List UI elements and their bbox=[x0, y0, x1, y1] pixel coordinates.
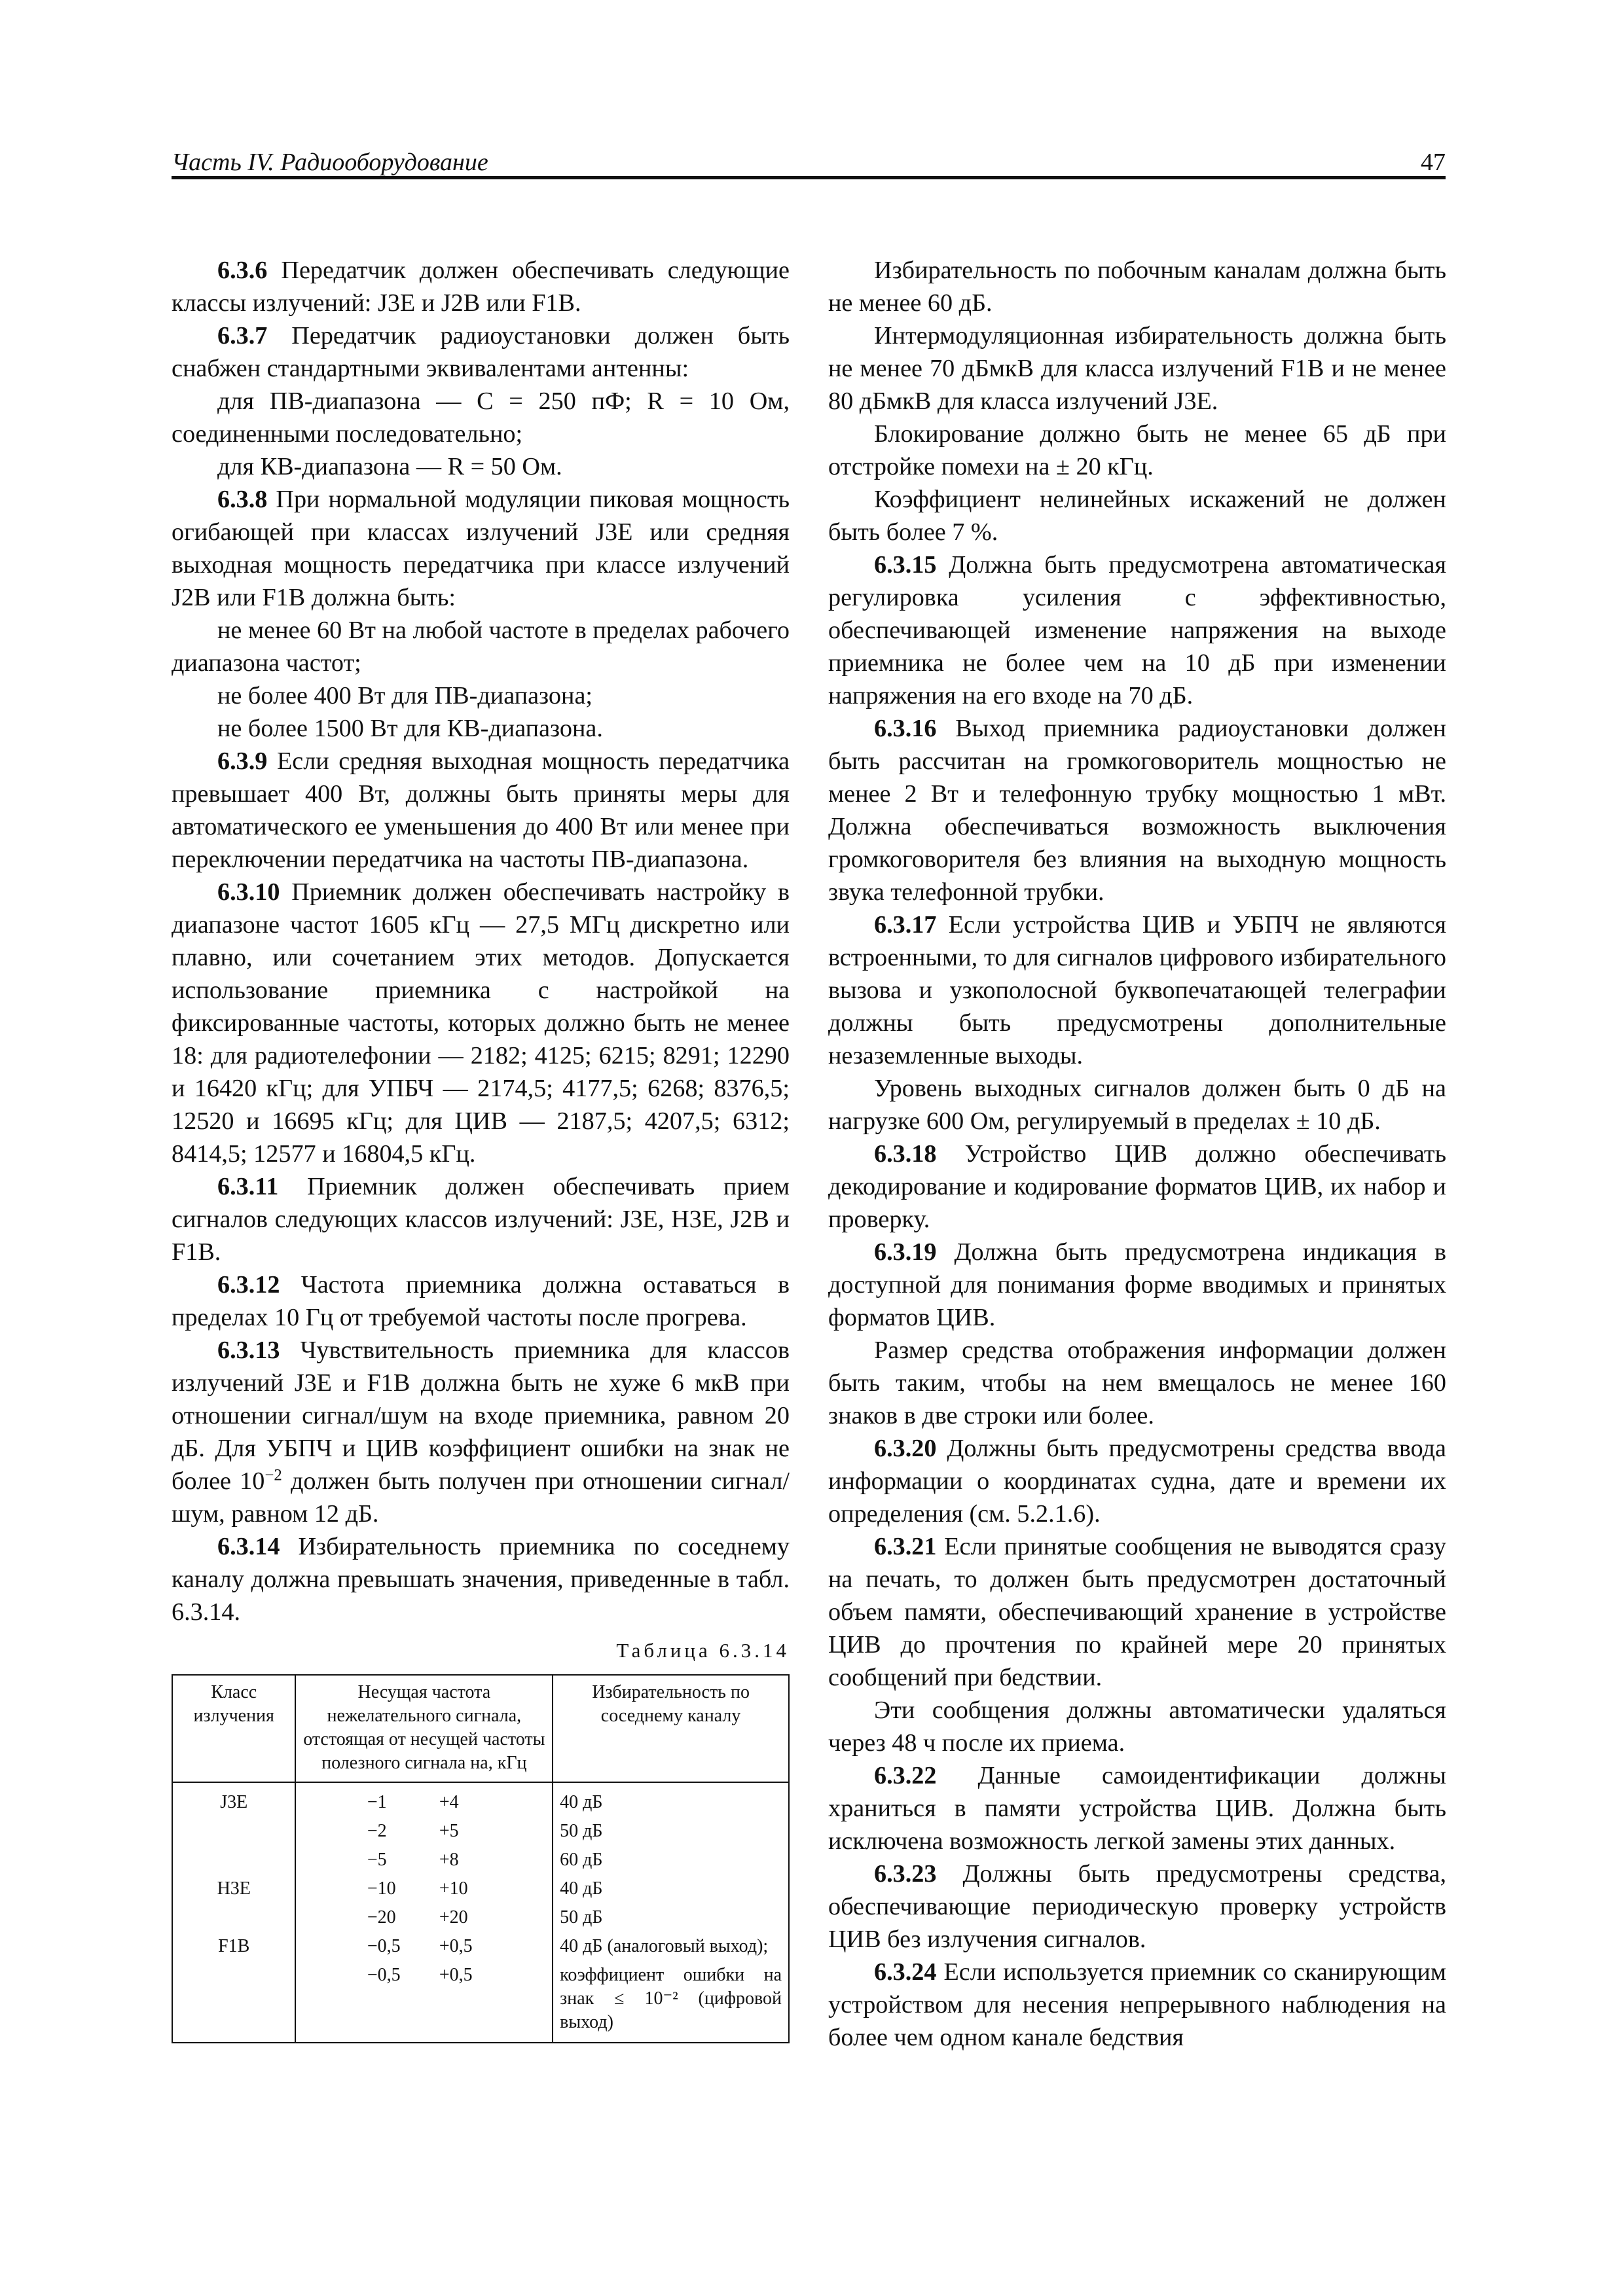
header-rule bbox=[172, 176, 1446, 179]
paragraph-6-3-21: 6.3.21 Если принятые сообщения не выводятся сразу на печать, то должен быть предусмотрен достаточный объем памяти, обеспечивающий хранение в устройстве ЦИВ до прочтения по крайней мере 20 принятых сообщений при бедствии. bbox=[828, 1533, 1447, 1691]
offset-cell: −2 +5 bbox=[295, 1817, 553, 1846]
paragraph-intermod: Интермодуляционная избирательность должна быть не менее 70 дБмкВ для класса излучений F1B и не менее 80 дБмкВ для класса излучений J3E. bbox=[828, 322, 1446, 415]
table-caption: Таблица 6.3.14 bbox=[616, 1639, 790, 1662]
clause-number: 6.3.21 bbox=[874, 1533, 937, 1560]
paragraph-6-3-9: 6.3.9 Если средняя выходная мощность передатчика превышает 400 Вт, должны быть приняты меры для автоматического ее уменьшения до 400 Вт или менее при переключении передатчика на частоты ПВ-диапазона. bbox=[172, 747, 790, 873]
clause-number: 6.3.15 bbox=[874, 551, 937, 579]
paragraph-6-3-10: 6.3.10 Приемник должен обеспечивать настройку в диапазоне частот 1605 кГц — 27,5 МГц дискретно или плавно, или сочетанием этих методов. Допускается использование приемника с настройкой на фиксированные частоты, которых должно быть не менее 18: для радиотелефонии — 2182; 4125; 6215; 8291; 12290 и 16420 кГц; для УПБЧ — 2174,5; 4177,5; 6268; 8376,5; 12520 и 16695 кГц; для ЦИВ — 2187,5; 4207,5; 6312; 8414,5; 12577 и 16804,5 кГц. bbox=[172, 878, 790, 1168]
paragraph-6-3-18: 6.3.18 Устройство ЦИВ должно обеспечивать декодирование и кодирование форматов ЦИВ, их набор и проверку. bbox=[828, 1140, 1446, 1233]
paragraph-power-min: не менее 60 Вт на любой частоте в пределах рабочего диапазона частот; bbox=[172, 617, 790, 677]
selectivity-cell: 40 дБ bbox=[553, 1782, 789, 1817]
clause-number: 6.3.10 bbox=[217, 878, 280, 906]
selectivity-cell: 40 дБ (аналоговый выход); bbox=[553, 1932, 789, 1961]
class-cell bbox=[172, 1846, 295, 1874]
class-cell: H3E bbox=[172, 1874, 295, 1903]
paragraph-auto-delete: Эти сообщения должны автоматически удаляться через 48 ч после их приема. bbox=[828, 1696, 1446, 1757]
clause-number: 6.3.23 bbox=[874, 1860, 937, 1888]
selectivity-cell: 60 дБ bbox=[553, 1846, 789, 1874]
clause-number: 6.3.6 bbox=[217, 257, 268, 284]
offset-cell: −20 +20 bbox=[295, 1903, 553, 1932]
page-header bbox=[172, 143, 1446, 179]
paragraph-6-3-16: 6.3.16 Выход приемника радиоустановки должен быть рассчитан на громкоговоритель мощностью не менее 2 Вт и телефонную трубку мощностью 1 мВт. Должна обеспечиваться возможность выключения громкоговорителя без влияния на выходную мощность звука телефонной трубки. bbox=[828, 715, 1446, 906]
table-row bbox=[172, 1932, 789, 1961]
col-header-class: Класс излучения bbox=[172, 1675, 295, 1782]
paragraph-6-3-19: 6.3.19 Должна быть предусмотрена индикация в доступной для понимания форме вводимых и принятых форматов ЦИВ. bbox=[828, 1238, 1447, 1331]
offset-cell: −0,5 +0,5 bbox=[295, 1932, 553, 1961]
offset-cell: −0,5 +0,5 bbox=[295, 1961, 553, 2043]
left-column bbox=[172, 254, 790, 2043]
table-row bbox=[172, 1817, 789, 1846]
clause-number: 6.3.18 bbox=[874, 1140, 937, 1168]
right-column bbox=[828, 254, 1446, 2054]
paragraph-blocking: Блокирование должно быть не менее 65 дБ при отстройке помехи на ± 20 кГц. bbox=[828, 420, 1446, 480]
paragraph-6-3-24: 6.3.24 Если используется приемник со сканирующим устройством для несения непрерывного наблюдения на более чем одном канале бедствия bbox=[828, 1958, 1447, 2051]
paragraph-6-3-8: 6.3.8 При нормальной модуляции пиковая мощность огибающей при классах излучений J3E или средняя выходная мощность передатчика при классе излучений J2B или F1B должна быть: bbox=[172, 486, 790, 611]
clause-number: 6.3.9 bbox=[217, 747, 268, 775]
table-row bbox=[172, 1846, 789, 1874]
clause-number: 6.3.17 bbox=[874, 911, 937, 939]
paragraph-antenna-mf: для ПВ-диапазона — C = 250 пФ; R = 10 Ом, соединенными последовательно; bbox=[172, 387, 790, 448]
col-header-offset: Несущая частота нежелательного сигнала, отстоящая от несущей частоты полезного сигнала на, кГц bbox=[295, 1675, 553, 1782]
table-row bbox=[172, 1961, 789, 2043]
page-number: 47 bbox=[1421, 149, 1446, 176]
paragraph-6-3-15: 6.3.15 Должна быть предусмотрена автоматическая регулировка усиления с эффективностью, обеспечивающей изменение напряжения на выходе приемника не более чем на 10 дБ при изменении напряжения на его входе на 70 дБ. bbox=[828, 551, 1447, 709]
paragraph-power-mf: не более 400 Вт для ПВ-диапазона; bbox=[217, 682, 593, 709]
clause-number: 6.3.16 bbox=[874, 715, 937, 742]
selectivity-cell: 40 дБ bbox=[553, 1874, 789, 1903]
clause-number: 6.3.13 bbox=[217, 1336, 280, 1364]
paragraph-6-3-13: 6.3.13 Чувствительность приемника для классов излучений J3E и F1B должна быть не хуже 6 мкВ при отношении сигнал/шум на входе приемника, равном 20 дБ. Для УБПЧ и ЦИВ коэффициент ошибки на знак не более $10^{-2}$ должен быть получен при отношении сигнал/шум, равном 12 дБ. bbox=[172, 1336, 790, 1528]
table-header-row bbox=[172, 1675, 789, 1782]
clause-number: 6.3.14 bbox=[217, 1533, 280, 1560]
class-cell: F1B bbox=[172, 1932, 295, 1961]
paragraph-distortion: Коэффициент нелинейных искажений не должен быть более 7 %. bbox=[828, 486, 1446, 546]
paragraph-6-3-14: 6.3.14 Избирательность приемника по соседнему каналу должна превышать значения, приведенные в табл. 6.3.14. bbox=[172, 1533, 790, 1626]
clause-number: 6.3.8 bbox=[217, 486, 268, 513]
offset-cell: −1 +4 bbox=[295, 1782, 553, 1817]
selectivity-cell: 50 дБ bbox=[553, 1817, 789, 1846]
clause-number: 6.3.19 bbox=[874, 1238, 937, 1266]
paragraph-power-hf: не более 1500 Вт для КВ-диапазона. bbox=[217, 715, 603, 742]
class-cell bbox=[172, 1903, 295, 1932]
class-cell bbox=[172, 1817, 295, 1846]
clause-number: 6.3.20 bbox=[874, 1435, 937, 1462]
paragraph-spurious: Избирательность по побочным каналам должна быть не менее 60 дБ. bbox=[828, 257, 1446, 317]
paragraph-6-3-20: 6.3.20 Должны быть предусмотрены средства ввода информации о координатах судна, дате и времени их определения (см. 5.2.1.6). bbox=[828, 1435, 1446, 1528]
clause-number: 6.3.11 bbox=[217, 1173, 279, 1200]
paragraph-6-3-22: 6.3.22 Данные самоидентификации должны храниться в памяти устройства ЦИВ. Должна быть исключена возможность легкой замены этих данных. bbox=[828, 1762, 1446, 1855]
selectivity-cell: 50 дБ bbox=[553, 1903, 789, 1932]
paragraph-display-size: Размер средства отображения информации должен быть таким, чтобы на нем вмещалось не менее 160 знаков в две строки или более. bbox=[828, 1336, 1446, 1429]
running-title: Часть IV. Радиооборудование bbox=[172, 149, 488, 176]
exponent: −2 bbox=[264, 1466, 282, 1484]
clause-number: 6.3.12 bbox=[217, 1271, 280, 1299]
class-cell: J3E bbox=[172, 1782, 295, 1817]
selectivity-cell: коэффициент ошибки на знак ≤ 10⁻² (цифровой выход) bbox=[553, 1961, 789, 2043]
paragraph-output-level: Уровень выходных сигналов должен быть 0 дБ на нагрузке 600 Ом, регулируемый в пределах ± 10 дБ. bbox=[828, 1075, 1446, 1135]
paragraph-antenna-hf: для КВ-диапазона — R = 50 Ом. bbox=[217, 453, 562, 480]
clause-number: 6.3.7 bbox=[217, 322, 268, 350]
clause-number: 6.3.22 bbox=[874, 1762, 937, 1789]
paragraph-6-3-17: 6.3.17 Если устройства ЦИВ и УБПЧ не являются встроенными, то для сигналов цифрового избирательного вызова и узкополосной буквопечатающей телеграфии должны быть предусмотрены дополнительные незаземленные выходы. bbox=[828, 911, 1447, 1069]
selectivity-table bbox=[172, 1674, 790, 2043]
paragraph-6-3-6: 6.3.6 Передатчик должен обеспечивать следующие классы излучений: J3E и J2B или F1B. bbox=[172, 257, 790, 317]
paragraph-6-3-7: 6.3.7 Передатчик радиоустановки должен быть снабжен стандартными эквивалентами антенны: bbox=[172, 322, 790, 382]
class-cell bbox=[172, 1961, 295, 2043]
table-row bbox=[172, 1782, 789, 1817]
paragraph-6-3-23: 6.3.23 Должны быть предусмотрены средства, обеспечивающие периодическую проверку устройств ЦИВ без излучения сигналов. bbox=[828, 1860, 1446, 1953]
paragraph-6-3-12: 6.3.12 Частота приемника должна оставаться в пределах 10 Гц от требуемой частоты после прогрева. bbox=[172, 1271, 790, 1331]
table-row bbox=[172, 1874, 789, 1903]
clause-number: 6.3.24 bbox=[874, 1958, 937, 1986]
table-row bbox=[172, 1903, 789, 1932]
offset-cell: −5 +8 bbox=[295, 1846, 553, 1874]
col-header-selectivity: Избирательность по соседнему каналу bbox=[553, 1675, 789, 1782]
paragraph-6-3-11: 6.3.11 Приемник должен обеспечивать прием сигналов следующих классов излучений: J3E, H3E, J2B и F1B. bbox=[172, 1173, 790, 1266]
offset-cell: −10 +10 bbox=[295, 1874, 553, 1903]
